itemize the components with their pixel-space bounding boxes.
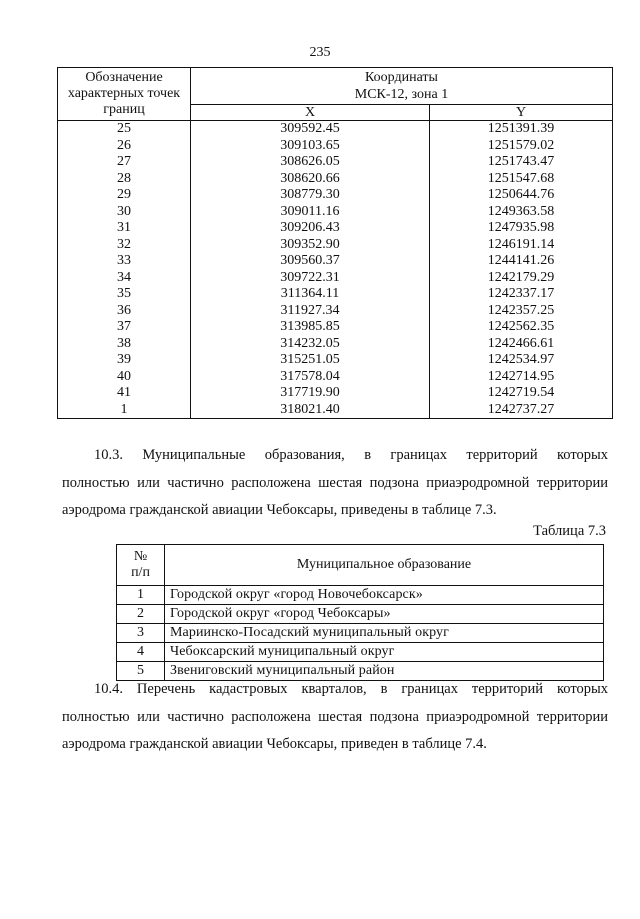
point-cell: 31 [58,220,191,237]
point-cell: 41 [58,385,191,402]
table-row [58,270,613,287]
y-coordinate-cell: 1242719.54 [430,385,613,402]
y-coordinate-cell: 1242714.95 [430,369,613,386]
point-cell: 29 [58,187,191,204]
paragraph-line: аэродрома гражданской авиации Чебоксары, приведен в таблице 7.4. [62,736,487,752]
paragraph-line: полностью или частично расположена шестая подзона приаэродромной территории [62,474,608,491]
y-coordinate-cell: 1242737.27 [430,402,613,419]
x-coordinate-cell: 309722.31 [191,270,430,287]
y-column-header: Y [430,105,613,121]
x-coordinate-cell: 309560.37 [191,253,430,270]
point-cell: 34 [58,270,191,287]
municipal-formation-cell: Городской округ «город Чебоксары» [165,605,604,624]
x-coordinate-cell: 311364.11 [191,286,430,303]
point-cell: 32 [58,237,191,254]
row-number-cell: 1 [117,586,165,605]
coordinates-header [191,68,613,105]
point-cell: 40 [58,369,191,386]
x-coordinate-cell: 318021.40 [191,402,430,419]
y-coordinate-cell: 1249363.58 [430,204,613,221]
municipal-formation-cell: Звениговский муниципальный район [165,662,604,681]
x-coordinate-cell: 309206.43 [191,220,430,237]
y-coordinate-cell: 1244141.26 [430,253,613,270]
table-row [58,121,613,138]
point-cell: 30 [58,204,191,221]
point-cell: 37 [58,319,191,336]
point-cell: 27 [58,154,191,171]
x-coordinate-cell: 308626.05 [191,154,430,171]
paragraph-line: 10.4. Перечень кадастровых кварталов, в границах территорий которых [94,681,608,697]
municipal-formations-table-body [117,586,604,681]
y-coordinate-cell: 1251743.47 [430,154,613,171]
x-coordinate-cell: 309592.45 [191,121,430,138]
page-number: 235 [309,45,331,60]
point-cell: 28 [58,171,191,188]
x-coordinate-cell: 314232.05 [191,336,430,353]
municipal-formation-cell: Мариинско-Посадский муниципальный округ [165,624,604,643]
coordinates-table-body [58,121,613,419]
point-cell: 35 [58,286,191,303]
y-coordinate-cell: 1242337.17 [430,286,613,303]
municipal-formations-table [116,544,604,681]
paragraph-10-3 [62,442,608,525]
number-column-header [117,545,165,586]
x-coordinate-cell: 313985.85 [191,319,430,336]
coordinates-table [57,67,613,419]
row-number-cell: 4 [117,643,165,662]
table-row [58,319,613,336]
x-coordinate-cell: 315251.05 [191,352,430,369]
table-row [58,385,613,402]
y-coordinate-cell: 1246191.14 [430,237,613,254]
y-coordinate-cell: 1242179.29 [430,270,613,287]
paragraph-line: полностью или частично расположена шестая подзона приаэродромной территории [62,708,608,725]
municipal-formation-cell: Чебоксарский муниципальный округ [165,643,604,662]
municipal-formation-column-header: Муниципальное образование [165,545,604,586]
x-coordinate-cell: 309352.90 [191,237,430,254]
y-coordinate-cell: 1250644.76 [430,187,613,204]
y-coordinate-cell: 1251579.02 [430,138,613,155]
table-row [117,586,604,605]
table-7-3-caption: Таблица 7.3 [533,523,606,539]
x-coordinate-cell: 309011.16 [191,204,430,221]
point-cell: 36 [58,303,191,320]
row-number-cell: 2 [117,605,165,624]
y-coordinate-cell: 1242466.61 [430,336,613,353]
table-row [58,220,613,237]
y-coordinate-cell: 1242534.97 [430,352,613,369]
x-coordinate-cell: 317578.04 [191,369,430,386]
point-cell: 1 [58,402,191,419]
y-coordinate-cell: 1242357.25 [430,303,613,320]
row-number-cell: 3 [117,624,165,643]
table-row [117,643,604,662]
point-cell: 38 [58,336,191,353]
table-row [58,187,613,204]
y-coordinate-cell: 1251547.68 [430,171,613,188]
table-row [117,624,604,643]
row-number-cell: 5 [117,662,165,681]
item-number-label: п/п [131,565,150,580]
point-cell: 39 [58,352,191,369]
paragraph-line: аэродрома гражданской авиации Чебоксары, приведены в таблице 7.3. [62,502,497,518]
table-row [58,138,613,155]
x-coordinate-cell: 308779.30 [191,187,430,204]
table-row [58,154,613,171]
table-row [58,237,613,254]
x-coordinate-cell: 317719.90 [191,385,430,402]
table-row [58,303,613,320]
x-coordinate-cell: 308620.66 [191,171,430,188]
point-designation-header: Обозначение характерных точек границ [58,68,191,121]
y-coordinate-cell: 1251391.39 [430,121,613,138]
paragraph-10-4 [62,676,608,759]
table-row [58,336,613,353]
number-sign: № [133,549,148,564]
x-coordinate-cell: 309103.65 [191,138,430,155]
table-row [117,605,604,624]
table-row [58,402,613,419]
table-row [58,369,613,386]
x-coordinate-cell: 311927.34 [191,303,430,320]
table-row [58,204,613,221]
coordinate-system-label: МСК-12, зона 1 [354,87,449,102]
table-row [58,253,613,270]
x-column-header: X [191,105,430,121]
coordinates-header-title: Координаты [365,70,438,85]
point-cell: 33 [58,253,191,270]
paragraph-line: 10.3. Муниципальные образования, в границах территорий которых [94,447,608,463]
point-cell: 25 [58,121,191,138]
municipal-formation-cell: Городской округ «город Новочебоксарск» [165,586,604,605]
y-coordinate-cell: 1242562.35 [430,319,613,336]
y-coordinate-cell: 1247935.98 [430,220,613,237]
table-row [58,171,613,188]
table-row [58,352,613,369]
point-cell: 26 [58,138,191,155]
table-row [58,286,613,303]
